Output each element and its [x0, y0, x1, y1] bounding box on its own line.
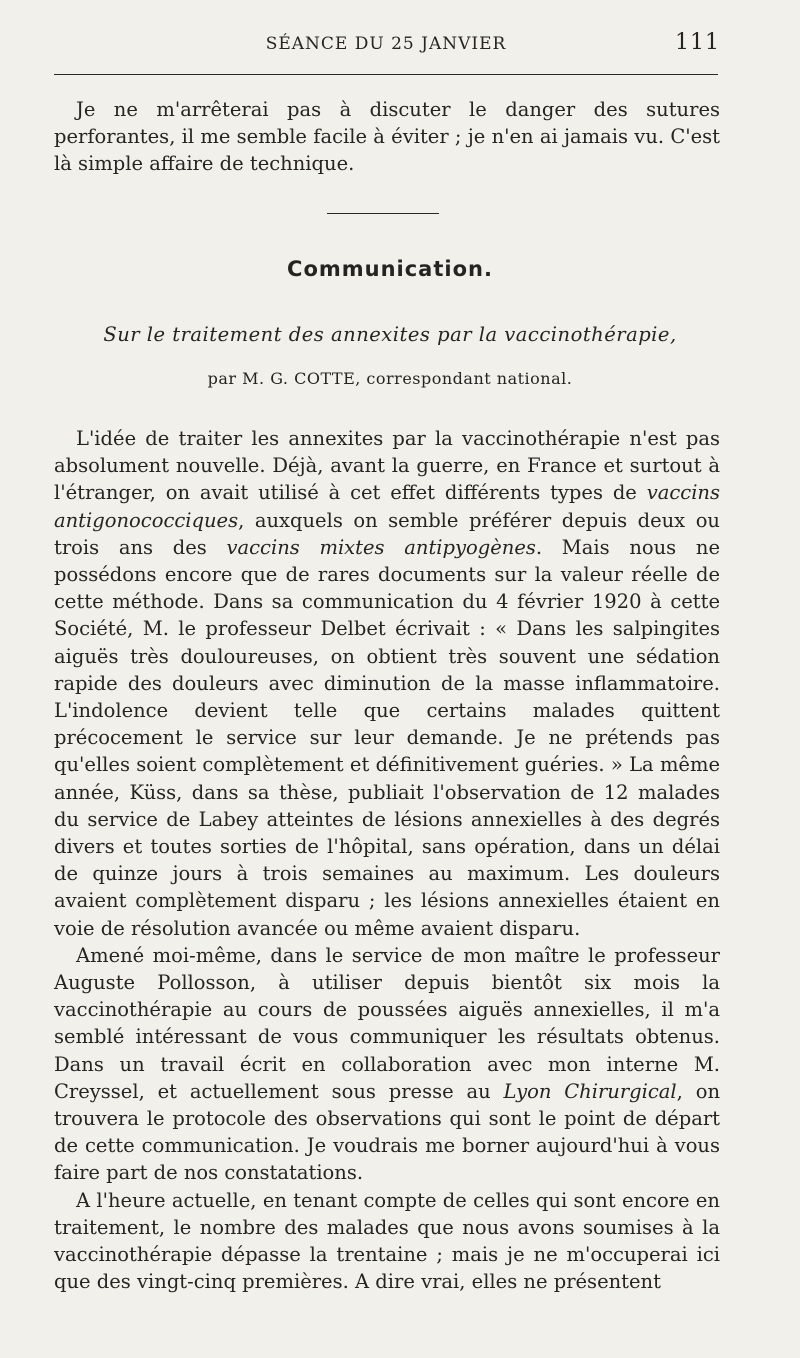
page-header	[52, 30, 720, 62]
intro-block	[54, 96, 720, 178]
text-run: A l'heure actuelle, en tenant compte de celles qui sont encore en traitement, le nombre des malades que nous avons soumises à la vaccinothérapie dépasse la trentaine ; mais je ne m'occuperai ici que des vingt-cinq premières. A dire vrai, elles ne présentent	[54, 1188, 720, 1294]
italic-run: vaccins antigonococciques	[54, 481, 720, 532]
italic-run: vaccins mixtes antipyogènes	[226, 535, 536, 559]
author-byline: par M. G. COTTE, correspondant national.	[207, 369, 573, 388]
page-number: 111	[675, 30, 720, 55]
article-title: Sur le traitement des annexites par la vaccinothérapie,	[103, 323, 677, 346]
body-block	[54, 425, 720, 1296]
text-run: Amené moi-même, dans le service de mon maître le professeur Auguste Pollosson, à utiliser depuis bientôt six mois la vaccinothérapie au cours de poussées aiguës annexielles, il m'a semblé intéressant de vous communiquer les résultats obtenus. Dans un travail écrit en collaboration avec mon interne M. Creyssel, et actuellement sous presse au	[54, 943, 720, 1103]
intro-paragraph: Je ne m'arrêterai pas à discuter le danger des sutures perforantes, il me semble facile à éviter ; je n'en ai jamais vu. C'est là simple affaire de technique.	[54, 98, 720, 176]
body-paragraph-1	[54, 425, 720, 942]
text-run: . Mais nous ne possédons encore que de rares documents sur la valeur réelle de cette méthode. Dans sa communication du 4 février 1920 à cette Société, M. le professeur Delbet écrivait : « Dans les salpingites aiguës très douloureuses, on obtient très souvent une sédation rapide des douleurs avec diminution de la masse inflammatoire. L'indolence devient telle que certains malades quittent précocement le service sur leur demande. Je ne prétends pas qu'elles soient complètement et définitivement guéries. » La même année, Küss, dans sa thèse, publiait l'observation de 12 malades du service de Labey atteintes de lésions annexielles à des degrés divers et toutes sorties de l'hôpital, sans opération, dans un délai de quinze jours à trois semaines au maximum. Les douleurs avaient complètement disparu ; les lésions annexielles étaient en voie de résolution avancée ou même avaient disparu.	[54, 535, 720, 940]
text-run: , on trouvera le protocole des observations qui sont le point de départ de cette communication. Je voudrais me borner aujourd'hui à vous faire part de nos constatations.	[54, 1079, 721, 1185]
text-run: L'idée de traiter les annexites par la vaccinothérapie n'est pas absolument nouvelle. Déjà, avant la guerre, en France et surtout à l'étranger, on avait utilisé à cet effet différents types de	[54, 427, 720, 505]
header-rule	[54, 74, 718, 75]
body-paragraph-3	[54, 1187, 720, 1296]
text-run: , auxquels on semble préférer depuis deux ou trois ans des	[54, 508, 720, 559]
section-heading: Communication.	[287, 257, 493, 281]
italic-run: Lyon Chirurgical	[503, 1079, 677, 1103]
running-title: SÉANCE DU 25 JANVIER	[265, 34, 507, 54]
section-separator	[327, 213, 439, 214]
body-paragraph-2	[54, 942, 720, 1187]
